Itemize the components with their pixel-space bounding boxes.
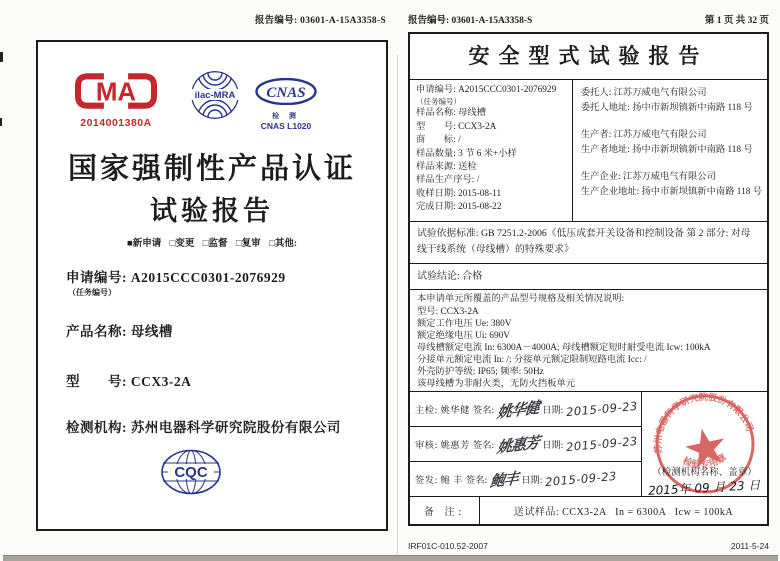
handwritten-date: 2015-09-23 — [565, 434, 639, 455]
task-number-note: （任务编号） — [68, 288, 116, 297]
scan-artifact — [0, 52, 3, 62]
checkbox-change — [170, 239, 195, 249]
handwritten-stamp-date: 2015年 09 月 23 日 — [648, 478, 761, 499]
sign-label: 签名: — [465, 476, 488, 487]
spec-line: 额定绝缘电压 Ui: 690V — [417, 330, 510, 341]
spec-line: 该母线槽为非耐火类，无防火挡板单元 — [417, 379, 576, 390]
remark-text: 送试样品: CCX3-2A In = 6300A Icw = 100kA — [513, 507, 734, 519]
stamp-date — [642, 479, 767, 497]
svg-text:苏州电器科学研究院股份有限公司: 苏州电器科学研究院股份有限公司 — [652, 392, 756, 455]
cma-logo-icon — [71, 72, 161, 110]
info-line: 样品来源: 送检 — [416, 162, 477, 173]
checkbox-mark: □ — [269, 239, 275, 249]
role-name: 主检: 姚华健 — [415, 406, 470, 417]
model-field — [66, 370, 191, 390]
remark-label: 备 注: — [410, 497, 480, 524]
spec-line: 分接单元额定电流 In: /; 分接单元额定限制短路电流 Icc: / — [417, 354, 647, 365]
issuer-row — [410, 461, 641, 496]
checkbox-mark: □ — [235, 239, 242, 249]
spec-line: 型号: CCX3-2A — [417, 306, 479, 317]
form-date: 2011-5-24 — [730, 541, 769, 551]
stamp-cell — [642, 392, 767, 499]
info-line: 生产者: 江苏万威电气有限公司 — [580, 130, 707, 140]
field-value: 母线槽 — [130, 324, 173, 339]
date-label: 日期: — [542, 406, 564, 417]
role-name: 签发: 鲍 丰 — [415, 476, 463, 487]
info-line: 样品数量: 3 节 6 米+小样 — [416, 148, 517, 159]
form-code: IRF01C-010.52-2007 — [408, 541, 488, 551]
cqc-logo-icon — [160, 448, 222, 496]
spec-line: 本申请单元所覆盖的产品型号规格及相关情况说明: — [417, 294, 625, 305]
field-value: CCX3-2A — [130, 374, 192, 389]
ilac-mra-logo-icon — [190, 70, 240, 120]
producer-group — [581, 128, 762, 158]
report-title: 安全型式试验报告 — [468, 44, 709, 68]
checkbox-other — [269, 239, 297, 249]
right-report-number: 报告编号: 03601-A-15A3358-S — [408, 16, 533, 26]
client-group — [581, 86, 762, 116]
field-label: 检测机构: — [66, 420, 127, 435]
date-label: 日期: — [521, 476, 543, 487]
page-count: 第 1 页 共 32 页 — [704, 16, 769, 26]
info-line: 生产者地址: 扬中市新坝镇新中南路 118 号 — [580, 145, 753, 155]
left-page — [36, 40, 388, 531]
product-name-field — [66, 320, 173, 340]
product-specs-section — [410, 289, 767, 391]
left-report-number: 报告编号: 03601-A-15A3358-S — [254, 16, 386, 26]
svg-text:CQC: CQC — [174, 464, 208, 481]
field-label: 产品名称: — [66, 324, 127, 339]
cma-logo — [68, 72, 164, 129]
page-gap-divider — [397, 55, 398, 555]
info-line: 生产企业地址: 扬中市新坝镇新中南路 118 号 — [580, 187, 762, 197]
remark-section — [410, 496, 767, 524]
right-page-header — [408, 12, 769, 26]
info-line: 样品生产序号: / — [416, 175, 480, 186]
info-line: 样品名称: 母线槽 — [416, 108, 486, 119]
stamp-caption: （检测机构名称、盖章） — [652, 468, 757, 479]
testing-agency-field — [66, 416, 341, 436]
sample-info-left — [410, 80, 573, 221]
field-value: A2015CCC0301-2076929 — [130, 270, 286, 285]
checkbox-mark: □ — [169, 239, 176, 249]
field-label: 型 号: — [66, 374, 127, 389]
chief-inspector-row — [410, 392, 641, 426]
info-line: 完成日期: 2015-08-22 — [416, 202, 502, 213]
sign-label: 签名: — [472, 441, 495, 452]
info-line: 型 号: CCX3-2A — [416, 121, 497, 132]
info-line: 委托人地址: 扬中市新坝镇新中南路 118 号 — [580, 103, 753, 113]
reviewer-row — [410, 426, 641, 461]
checkbox-mark: □ — [202, 239, 209, 249]
svg-text:检验专用章: 检验专用章 — [681, 453, 729, 472]
scan-bottom-edge — [3, 555, 778, 561]
spec-line: 母线槽额定电流 In: 6300A－4000A; 母线槽额定短时耐受电流 Icw: 100kA — [417, 342, 711, 353]
info-line: 商 标: / — [416, 135, 461, 146]
checkbox-label: 其他: — [274, 239, 297, 249]
signature-section — [410, 391, 767, 499]
checkbox-label: 监督 — [208, 239, 228, 249]
cnas-logo-icon — [255, 78, 317, 105]
info-line: 申请编号: A2015CCC0301-2076929 — [416, 85, 557, 95]
sign-label: 签名: — [472, 406, 495, 417]
svg-text:ilac-MRA: ilac-MRA — [194, 90, 236, 101]
checkbox-label: 新申请 — [132, 239, 162, 249]
test-conclusion-section: 试验结论: 合格 — [410, 263, 767, 289]
handwritten-date: 2015-09-23 — [565, 399, 639, 420]
info-line: 收样日期: 2015-08-11 — [416, 188, 502, 199]
right-page — [408, 32, 769, 526]
info-line: 生产企业: 江苏万威电气有限公司 — [580, 172, 716, 182]
info-line: 委托人: 江苏万威电气有限公司 — [580, 88, 707, 98]
cnas-subtitle: 检 测 — [272, 112, 300, 120]
application-type-checkboxes — [38, 235, 386, 249]
sample-info-section — [410, 79, 767, 221]
signature-rows — [410, 392, 642, 496]
role-name: 审核: 姚惠芳 — [415, 441, 470, 452]
cma-number: 2014001380A — [80, 117, 152, 129]
checkbox-label: 变更 — [175, 239, 195, 249]
client-info-right — [573, 80, 767, 221]
spec-line: 外壳防护等级: IP65; 频率: 50Hz — [417, 367, 544, 377]
handwritten-signature: 鲍丰 — [489, 468, 520, 491]
right-page-footer — [408, 541, 769, 551]
info-line: （任务编号） — [416, 97, 461, 107]
svg-text:CNAS: CNAS — [266, 85, 306, 101]
svg-text:MA: MA — [95, 78, 137, 107]
spec-line: 额定工作电压 Ue: 380V — [417, 318, 512, 329]
handwritten-date: 2015-09-23 — [544, 469, 618, 490]
handwritten-signature: 姚华健 — [496, 398, 541, 422]
cnas-code: CNAS L1020 — [260, 121, 312, 131]
manufacturer-group — [581, 170, 762, 200]
checkbox-mark: ■ — [127, 239, 133, 249]
field-value: 苏州电器科学研究院股份有限公司 — [130, 420, 341, 435]
checkbox-label: 复审 — [241, 239, 261, 249]
test-standard-section: 试验依据标准: GB 7251.2-2006《低压成套开关设备和控制设备 第 2 部分: 对母线干线系统（母线槽）的特殊要求》 — [410, 221, 767, 264]
handwritten-signature: 姚惠芳 — [496, 433, 541, 457]
application-number-field — [66, 266, 286, 286]
checkbox-new-application — [127, 239, 161, 249]
scan-artifact — [0, 118, 2, 126]
date-label: 日期: — [542, 441, 564, 452]
checkbox-supervision — [203, 239, 228, 249]
cqc-logo — [160, 448, 222, 501]
checkbox-review — [236, 239, 261, 249]
cnas-logo — [248, 78, 324, 131]
certificate-title-line2: 试验报告 — [150, 196, 274, 226]
field-label: 申请编号: — [66, 270, 127, 285]
ilac-mra-logo — [190, 70, 240, 125]
certificate-title-line1: 国家强制性产品认证 — [67, 153, 356, 185]
